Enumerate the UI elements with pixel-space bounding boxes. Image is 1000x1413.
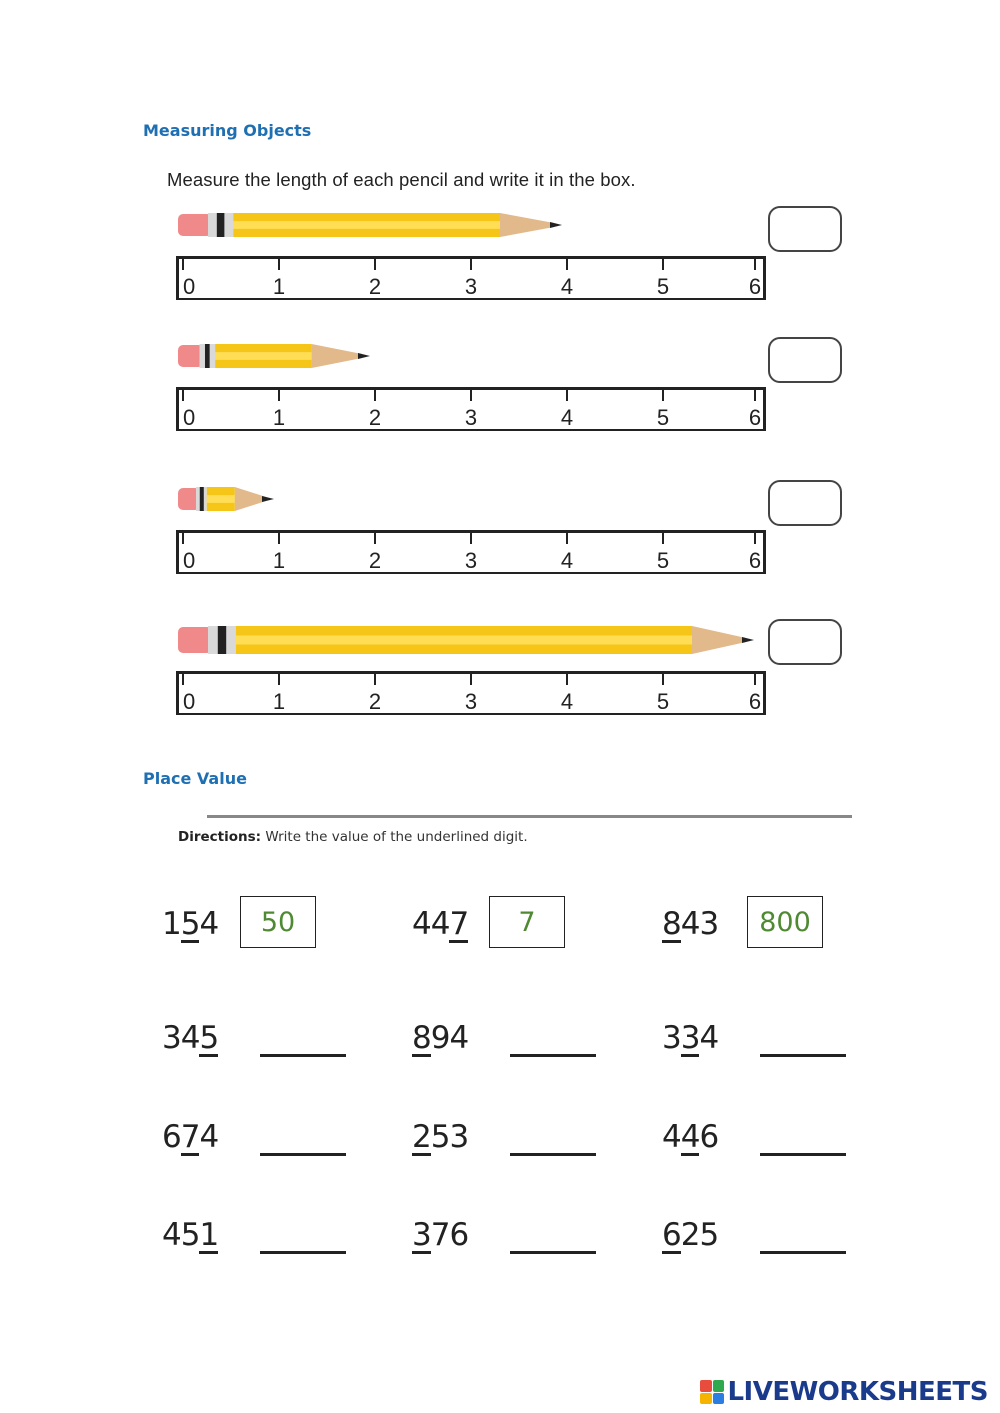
pencil-lead — [742, 637, 754, 643]
place-value-number — [412, 1217, 468, 1254]
number-digits: 4 — [662, 1119, 681, 1155]
underlined-digit: 3 — [680, 1020, 700, 1056]
pencil-lead — [262, 496, 274, 502]
ruler-label: 1 — [272, 405, 286, 430]
ruler-label: 4 — [560, 405, 574, 430]
pencil-highlight — [207, 495, 235, 503]
ruler-label: 2 — [368, 689, 382, 714]
number-digits: 25 — [680, 1217, 719, 1253]
pencil-image — [178, 343, 380, 369]
answer-blank[interactable] — [510, 1153, 596, 1156]
number-digits: 43 — [680, 906, 719, 942]
ruler — [176, 387, 766, 431]
ruler-label: 6 — [748, 405, 762, 430]
logo-tile — [700, 1380, 712, 1392]
place-value-number — [162, 1217, 218, 1254]
ruler-label: 2 — [368, 405, 382, 430]
pencil-image — [178, 212, 572, 238]
pencil-band — [217, 213, 225, 237]
place-value-number — [662, 906, 718, 943]
answer-blank[interactable] — [260, 1153, 346, 1156]
answer-blank[interactable] — [760, 1054, 846, 1057]
directions-label: Directions: — [178, 829, 262, 845]
number-digits: 94 — [430, 1020, 469, 1056]
pencil-highlight — [233, 221, 500, 229]
underlined-digit: 3 — [412, 1217, 431, 1253]
brand-name: LIVEWORKSHEETS — [727, 1377, 988, 1407]
ruler — [176, 256, 766, 300]
ruler-label: 0 — [183, 689, 196, 714]
pencil-answer-box[interactable] — [768, 480, 842, 526]
ruler-label: 3 — [464, 274, 478, 299]
logo-tile — [713, 1393, 725, 1405]
place-value-number — [412, 906, 468, 943]
directions — [178, 829, 528, 845]
number-digits: 6 — [699, 1119, 719, 1155]
pencil-answer-box[interactable] — [768, 337, 842, 383]
pencil-band — [218, 626, 226, 654]
pencil-eraser — [178, 214, 212, 236]
pencil-band — [205, 344, 210, 368]
pencil-eraser — [178, 627, 212, 653]
place-value-number — [662, 1020, 718, 1057]
answer-blank[interactable] — [760, 1153, 846, 1156]
ruler-label: 6 — [748, 548, 762, 573]
ruler-label: 3 — [464, 689, 478, 714]
place-value-number — [412, 1119, 468, 1156]
place-value-number — [162, 906, 218, 943]
liveworksheets-logo-icon — [700, 1380, 724, 1404]
answer-blank[interactable] — [510, 1054, 596, 1057]
directions-divider — [207, 815, 852, 818]
place-value-answer-box[interactable]: 50 — [240, 896, 316, 948]
number-digits: 76 — [430, 1217, 469, 1253]
place-value-number — [662, 1217, 718, 1254]
answer-blank[interactable] — [260, 1251, 346, 1254]
underlined-digit: 4 — [680, 1119, 700, 1155]
logo-tile — [713, 1380, 725, 1392]
ruler-label: 1 — [272, 274, 286, 299]
liveworksheets-brand — [700, 1377, 988, 1407]
pencil-image — [178, 625, 764, 655]
pencil-lead — [550, 222, 562, 228]
number-digits: 1 — [162, 906, 181, 942]
pencil-lead — [358, 353, 370, 359]
number-digits: 44 — [412, 906, 450, 942]
underlined-digit: 7 — [180, 1119, 200, 1155]
ruler-label: 4 — [560, 274, 574, 299]
measuring-instruction: Measure the length of each pencil and write it in the box. — [167, 169, 636, 190]
answer-blank[interactable] — [510, 1251, 596, 1254]
number-digits: 4 — [199, 1119, 219, 1155]
ruler-label: 1 — [272, 689, 286, 714]
ruler-label: 6 — [748, 274, 762, 299]
ruler-label: 5 — [656, 274, 670, 299]
ruler-label: 5 — [656, 548, 670, 573]
pencil-answer-box[interactable] — [768, 619, 842, 665]
pencil-band — [200, 487, 204, 511]
pencil-highlight — [236, 636, 692, 645]
answer-blank[interactable] — [260, 1054, 346, 1057]
ruler — [176, 671, 766, 715]
ruler — [176, 530, 766, 574]
ruler-label: 3 — [464, 405, 478, 430]
underlined-digit: 5 — [199, 1020, 219, 1056]
underlined-digit: 2 — [412, 1119, 431, 1155]
number-digits: 53 — [430, 1119, 469, 1155]
number-digits: 6 — [162, 1119, 181, 1155]
ruler-label: 0 — [183, 548, 196, 573]
place-value-answer-box[interactable]: 800 — [747, 896, 823, 948]
place-value-number — [662, 1119, 718, 1156]
underlined-digit: 8 — [412, 1020, 431, 1056]
pencil-answer-box[interactable] — [768, 206, 842, 252]
ruler-label: 4 — [560, 548, 574, 573]
ruler-label: 0 — [183, 405, 196, 430]
pencil-wood — [500, 213, 554, 237]
measuring-objects-title: Measuring Objects — [143, 121, 312, 140]
pencil-wood — [692, 626, 746, 654]
ruler-label: 6 — [748, 689, 762, 714]
ruler-label: 0 — [183, 274, 196, 299]
underlined-digit: 7 — [449, 906, 469, 942]
number-digits: 4 — [199, 906, 219, 942]
logo-tile — [700, 1393, 712, 1405]
underlined-digit: 5 — [180, 906, 200, 942]
underlined-digit: 8 — [662, 906, 681, 942]
number-digits: 3 — [662, 1020, 681, 1056]
ruler-label: 3 — [464, 548, 478, 573]
underlined-digit: 1 — [199, 1217, 219, 1253]
pencil-highlight — [215, 352, 311, 360]
pencil-wood — [312, 344, 362, 368]
number-digits: 45 — [162, 1217, 200, 1253]
place-value-title: Place Value — [143, 769, 247, 788]
place-value-number — [412, 1020, 468, 1057]
ruler-label: 2 — [368, 548, 382, 573]
pencil-wood — [235, 487, 266, 511]
ruler-label: 2 — [368, 274, 382, 299]
ruler-label: 5 — [656, 405, 670, 430]
number-digits: 34 — [162, 1020, 200, 1056]
ruler-label: 1 — [272, 548, 286, 573]
place-value-number — [162, 1020, 218, 1057]
pencil-image — [178, 486, 284, 512]
underlined-digit: 6 — [662, 1217, 681, 1253]
place-value-number — [162, 1119, 218, 1156]
ruler-label: 5 — [656, 689, 670, 714]
place-value-answer-box[interactable]: 7 — [489, 896, 565, 948]
ruler-label: 4 — [560, 689, 574, 714]
directions-text: Write the value of the underlined digit. — [265, 829, 528, 845]
number-digits: 4 — [699, 1020, 719, 1056]
answer-blank[interactable] — [760, 1251, 846, 1254]
